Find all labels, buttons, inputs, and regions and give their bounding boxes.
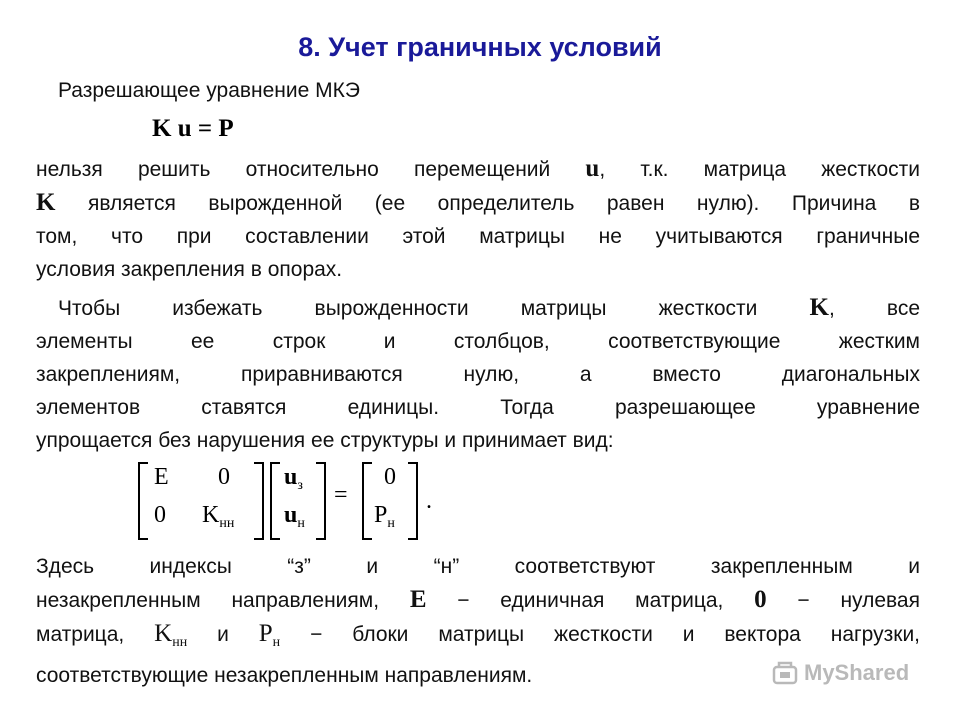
- watermark-logo-icon: [772, 661, 798, 685]
- p3-line-1: Здесь индексы “з” и “н” соответствуют закрепленным и: [36, 555, 920, 578]
- watermark-text: MyShared: [804, 660, 910, 685]
- v1: $u_з$: [284, 464, 303, 493]
- main-equation: K u = P: [152, 115, 234, 142]
- m11: E: [154, 464, 169, 490]
- v2: $u_н$: [284, 502, 305, 531]
- paragraph-2: [36, 291, 920, 457]
- matrix1-right-bracket: [254, 462, 264, 540]
- p2-line-1: Чтобы избежать вырожденности матрицы жесткости K, все: [58, 294, 920, 321]
- r1: 0: [384, 464, 396, 490]
- slide-title: 8. Учет граничных условий: [298, 32, 662, 62]
- vector-u-left-bracket: [270, 462, 280, 540]
- p2-line-2: элементы ее строк и столбцов, соответствующие жестким: [36, 330, 920, 353]
- p2-line-4: элементов ставятся единицы. Тогда разрешающее уравнение: [36, 396, 920, 419]
- vector-u-right-bracket: [316, 462, 326, 540]
- m22: $K_{нн}$: [202, 502, 235, 531]
- p1-line-2: K является вырожденной (ее определитель равен нулю). Причина в: [36, 189, 920, 216]
- vector-p-left-bracket: [362, 462, 372, 540]
- p2-line-5: упрощается без нарушения ее структуры и принимает вид:: [36, 429, 614, 452]
- p3-line-4: соответствующие незакрепленным направлениям.: [36, 664, 533, 687]
- p1-line-3: том, что при составлении этой матрицы не учитываются граничные: [36, 225, 920, 248]
- r2: $P_н$: [374, 502, 395, 531]
- watermark: [772, 660, 909, 686]
- subtitle: Разрешающее уравнение МКЭ: [58, 79, 360, 102]
- paragraph-1: [36, 152, 920, 286]
- p3-line-2: незакрепленным направлениям, E − единичная матрица, 0 − нулевая: [36, 586, 920, 613]
- equals-sign: =: [334, 482, 348, 508]
- matrix1-left-bracket: [138, 462, 148, 540]
- p3-line-3: матрица, $K_{нн}$ и $P_н$ − блоки матрицы жесткости и вектора нагрузки,: [36, 620, 921, 650]
- m12: 0: [218, 464, 230, 490]
- p1-line-4: условия закрепления в опорах.: [36, 258, 343, 281]
- equation-dot: .: [426, 488, 432, 514]
- p2-line-3: закреплениям, приравниваются нулю, а вместо диагональных: [36, 363, 920, 386]
- p1-line-1: нельзя решить относительно перемещений u, т.к. матрица жесткости: [36, 155, 920, 182]
- vector-p-right-bracket: [408, 462, 418, 540]
- m21: 0: [154, 502, 166, 528]
